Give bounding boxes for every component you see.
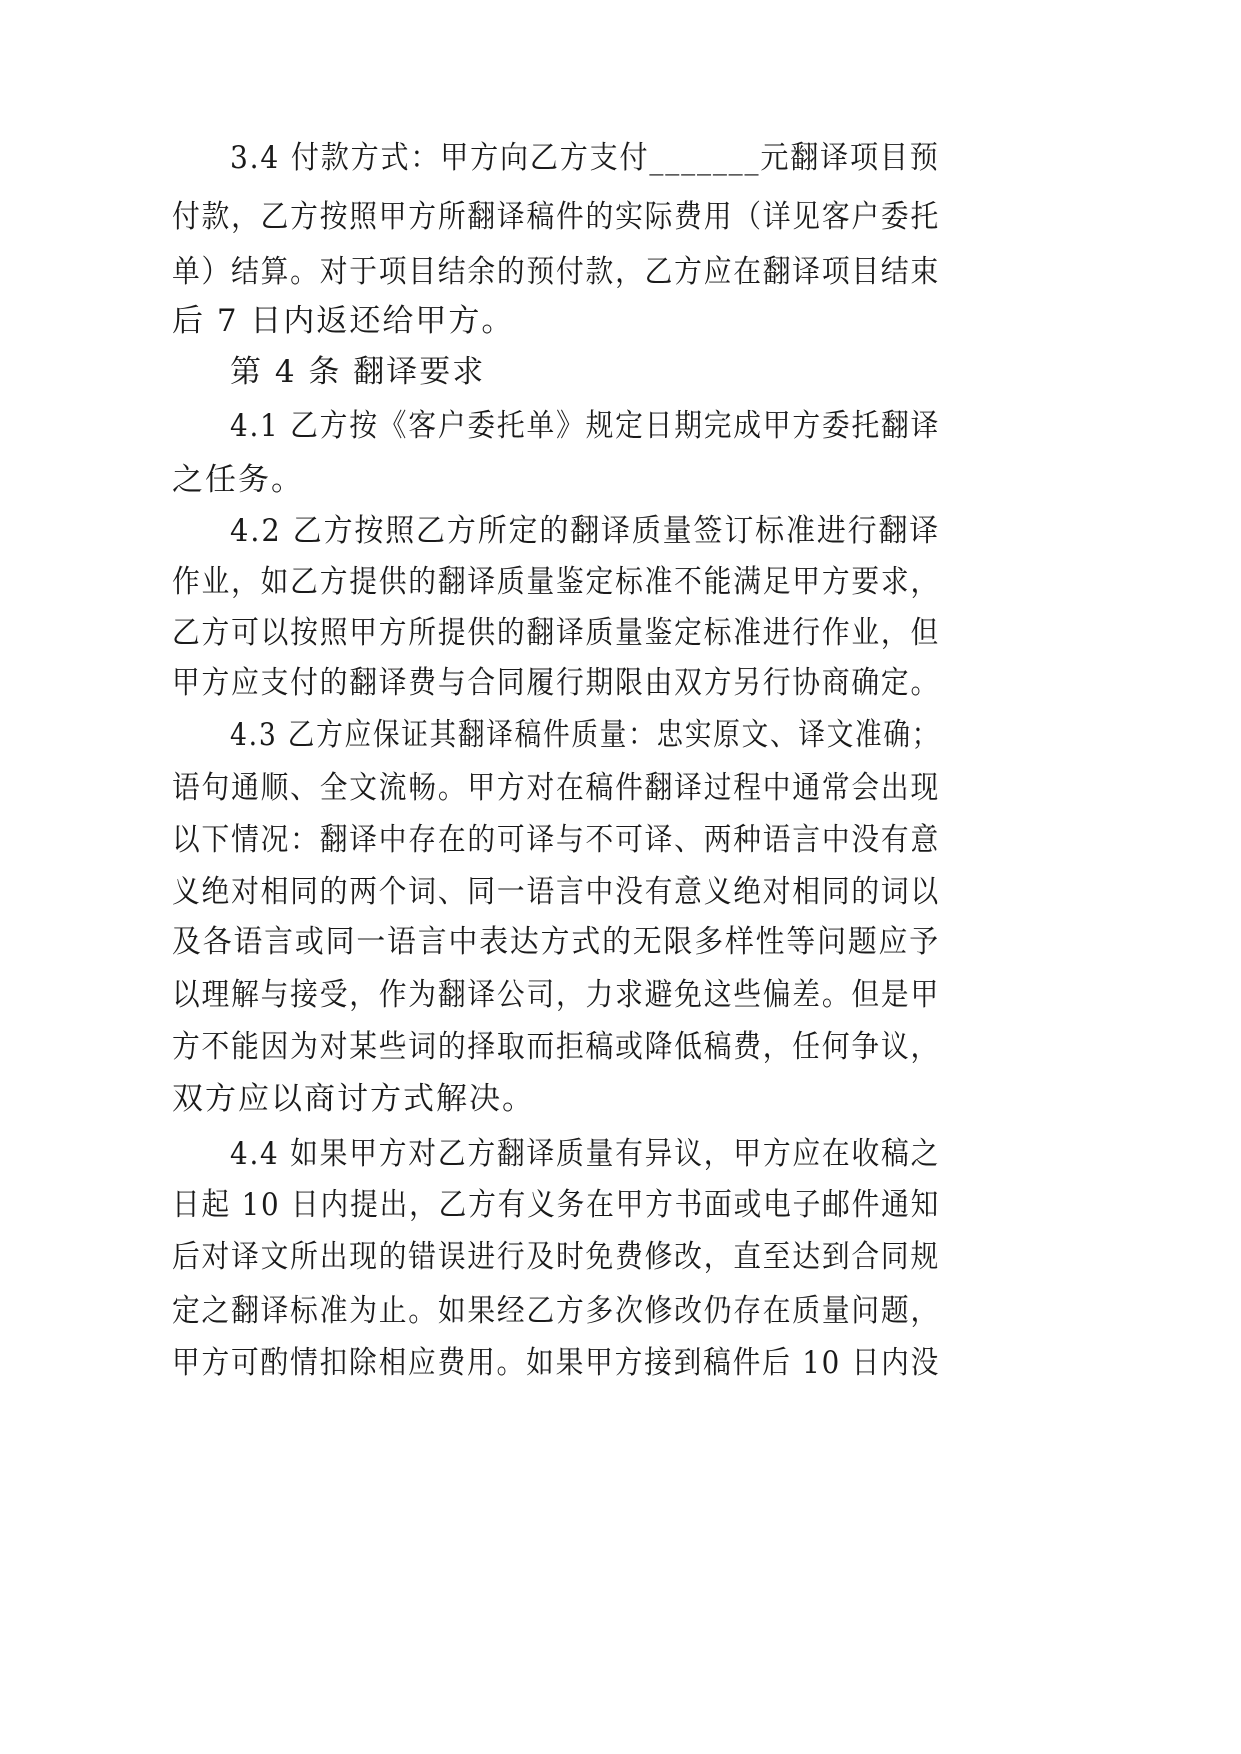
text-line: 3.4 付款方式：甲方向乙方支付_______元翻译项目预 xyxy=(230,140,940,176)
text-line: 付款，乙方按照甲方所翻译稿件的实际费用（详见客户委托 xyxy=(172,199,940,235)
text-line: 后 7 日内返还给甲方。 xyxy=(172,303,515,339)
text-line: 以下情况：翻译中存在的可译与不可译、两种语言中没有意 xyxy=(172,822,940,858)
text-line: 后对译文所出现的错误进行及时免费修改，直至达到合同规 xyxy=(172,1239,940,1275)
text-line: 定之翻译标准为止。如果经乙方多次修改仍存在质量问题， xyxy=(172,1293,940,1329)
text-line: 乙方可以按照甲方所提供的翻译质量鉴定标准进行作业，但 xyxy=(172,615,940,651)
text-line: 单）结算。对于项目结余的预付款，乙方应在翻译项目结束 xyxy=(172,254,940,290)
text-line: 甲方应支付的翻译费与合同履行期限由双方另行协商确定。 xyxy=(172,665,940,701)
text-line: 4.3 乙方应保证其翻译稿件质量：忠实原文、译文准确； xyxy=(230,717,941,753)
text-line: 及各语言或同一语言中表达方式的无限多样性等问题应予 xyxy=(172,924,940,960)
text-line: 之任务。 xyxy=(172,462,304,498)
text-line: 语句通顺、全文流畅。甲方对在稿件翻译过程中通常会出现 xyxy=(172,770,940,806)
section-heading: 第 4 条 翻译要求 xyxy=(230,354,486,390)
text-line: 作业，如乙方提供的翻译质量鉴定标准不能满足甲方要求， xyxy=(172,564,940,600)
text-line: 4.1 乙方按《客户委托单》规定日期完成甲方委托翻译 xyxy=(230,408,941,444)
text-line: 日起 10 日内提出，乙方有义务在甲方书面或电子邮件通知 xyxy=(172,1187,941,1223)
text-line: 4.4 如果甲方对乙方翻译质量有异议，甲方应在收稿之 xyxy=(230,1136,941,1172)
text-line: 以理解与接受，作为翻译公司，力求避免这些偏差。但是甲 xyxy=(172,977,940,1013)
text-line: 4.2 乙方按照乙方所定的翻译质量签订标准进行翻译 xyxy=(230,513,941,549)
text-line: 甲方可酌情扣除相应费用。如果甲方接到稿件后 10 日内没 xyxy=(172,1345,941,1381)
text-line: 双方应以商讨方式解决。 xyxy=(172,1081,535,1117)
text-line: 方不能因为对某些词的择取而拒稿或降低稿费，任何争议， xyxy=(172,1029,940,1065)
text-line: 义绝对相同的两个词、同一语言中没有意义绝对相同的词以 xyxy=(172,874,940,910)
